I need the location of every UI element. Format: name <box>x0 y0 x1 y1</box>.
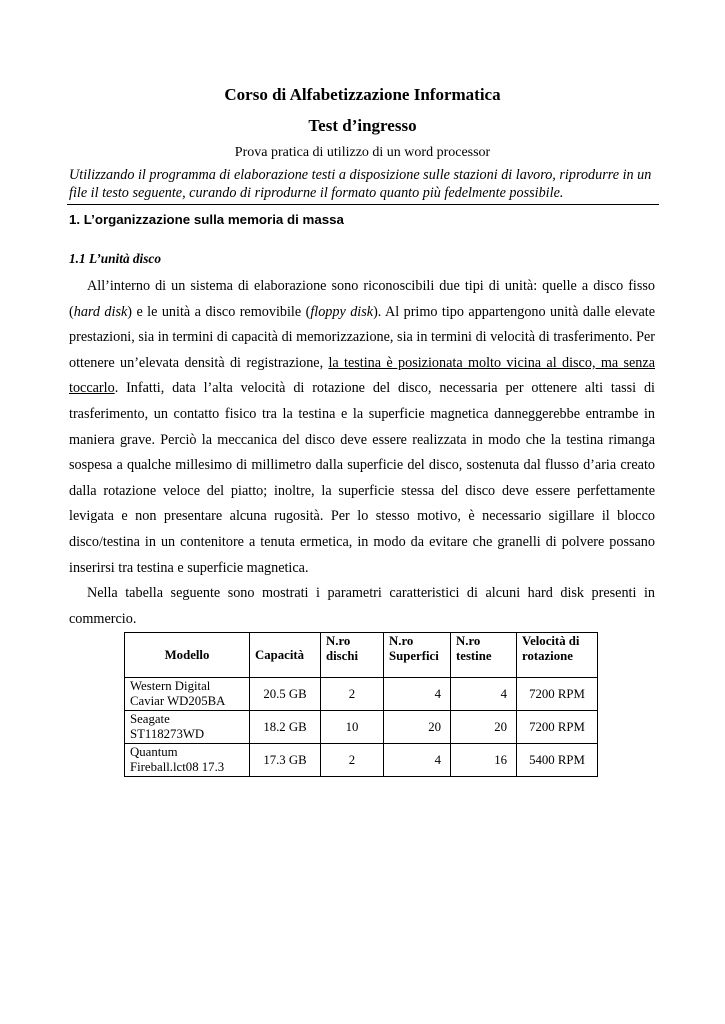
header-model: Modello <box>125 633 250 678</box>
divider-line <box>67 204 659 205</box>
paragraph-disk-units: All’interno di un sistema di elaborazione sono riconoscibili due tipi di unità: quelle a disco fisso (hard disk) e le unità a disco removibile (floppy disk). Al primo tipo appartengono unità dalle elevate prestazioni, sia in termini di capacità di memorizzazione, sia in termini di velocità di trasferimento. Per ottenere un’elevata densità di registrazione, la testina è posizionata molto vicina al disco, ma senza toccarlo. Infatti, data l’alta velocità di rotazione del disco, necessaria per ottenere alti tassi di trasferimento, un contatto fisico tra la testina e la superficie magnetica danneggerebbe entrambe in maniera grave. Perciò la meccanica del disco deve essere realizzata in modo che la testina rimanga sospesa a qualche millesimo di millimetro dalla superficie del disco, sostenuta dal flusso d’aria creato dalla rotazione veloce del piatto; inoltre, la superficie stessa del disco deve essere perfettamente levigata e non presentare alcuna rugosità. Per lo stesso motivo, è necessario sigillare il blocco disco/testina in un contenitore a tenuta ermetica, in modo da evitare che granelli di polvere possano inserirsi tra testina e superficie magnetica. <box>69 278 655 576</box>
underlined-phrase: la testina è posizionata molto vicina al disco, ma senza toccarlo <box>69 354 655 397</box>
test-title: Test d’ingresso <box>308 116 417 135</box>
cell-disks: 2 <box>321 678 384 711</box>
header-speed: Velocità di rotazione <box>517 633 598 678</box>
cell-heads: 16 <box>451 744 517 777</box>
cell-speed: 5400 RPM <box>517 744 598 777</box>
header-capacity: Capacità <box>250 633 321 678</box>
cell-speed: 7200 RPM <box>517 678 598 711</box>
table-header-row <box>125 633 598 678</box>
hard-disk-table <box>124 632 598 777</box>
cell-disks: 10 <box>321 711 384 744</box>
cell-capacity: 20.5 GB <box>250 678 321 711</box>
body-text <box>69 274 655 632</box>
table-row <box>125 678 598 711</box>
paragraph-table-intro: Nella tabella seguente sono mostrati i parametri caratteristici di alcuni hard disk presenti in commercio. <box>69 585 655 627</box>
cell-capacity: 17.3 GB <box>250 744 321 777</box>
cell-speed: 7200 RPM <box>517 711 598 744</box>
test-subtitle: Prova pratica di utilizzo di un word processor <box>234 145 491 160</box>
cell-heads: 4 <box>451 678 517 711</box>
document-title: Corso di Alfabetizzazione Informatica <box>224 85 501 104</box>
cell-model: Seagate ST118273WD <box>125 711 250 744</box>
cell-surfaces: 4 <box>384 744 451 777</box>
table-row <box>125 744 598 777</box>
cell-capacity: 18.2 GB <box>250 711 321 744</box>
cell-model: Quantum Fireball.lct08 17.3 <box>125 744 250 777</box>
cell-surfaces: 20 <box>384 711 451 744</box>
term-hard-disk: hard disk <box>73 303 128 320</box>
table-row <box>125 711 598 744</box>
header-surfaces: N.ro Superfici <box>384 633 451 678</box>
instructions-text: Utilizzando il programma di elaborazione testi a disposizione sulle stazioni di lavoro, riprodurre in un file il testo seguente, curando di riprodurne il formato quanto più fedelmente possibile. <box>69 167 652 201</box>
subsection-heading: 1.1 L’unità disco <box>69 251 161 266</box>
header-heads: N.ro testine <box>451 633 517 678</box>
term-floppy-disk: floppy disk <box>310 303 374 320</box>
cell-heads: 20 <box>451 711 517 744</box>
section-heading: 1. L’organizzazione sulla memoria di massa <box>69 212 344 227</box>
header-disks: N.ro dischi <box>321 633 384 678</box>
cell-disks: 2 <box>321 744 384 777</box>
cell-model: Western Digital Caviar WD205BA <box>125 678 250 711</box>
cell-surfaces: 4 <box>384 678 451 711</box>
